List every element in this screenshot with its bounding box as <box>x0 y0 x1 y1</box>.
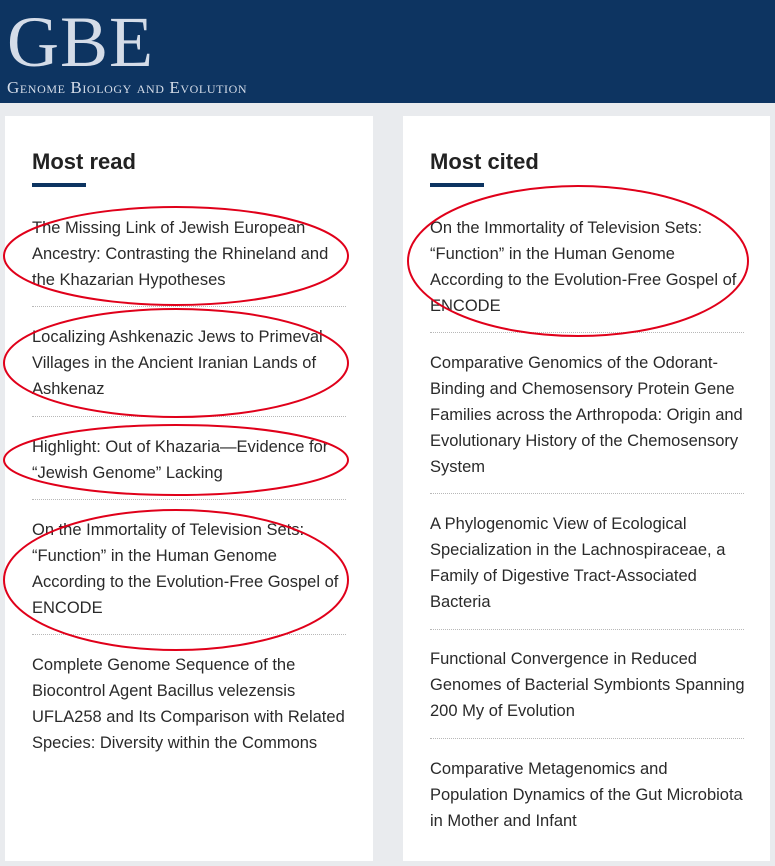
most-read-article-4[interactable]: On the Immortality of Television Sets: “Function” in the Human Genome According to the Evolution-Free Gospel of ENCODE <box>32 521 339 617</box>
most-read-article-2[interactable]: Localizing Ashkenazic Jews to Primeval Villages in the Ancient Iranian Lands of Ashkenaz <box>32 328 323 398</box>
heading-underline <box>32 183 86 187</box>
most-cited-article-2[interactable]: Comparative Genomics of the Odorant-Binding and Chemosensory Protein Gene Families across the Arthropoda: Origin and Evolutionary History of the Chemosensory System <box>430 354 743 476</box>
most-cited-panel <box>403 116 770 861</box>
most-read-article-3[interactable]: Highlight: Out of Khazaria—Evidence for “Jewish Genome” Lacking <box>32 438 329 482</box>
divider <box>32 499 346 500</box>
most-cited-article-4[interactable]: Functional Convergence in Reduced Genomes of Bacterial Symbionts Spanning 200 My of Evolution <box>430 650 745 720</box>
most-read-article-5[interactable]: Complete Genome Sequence of the Biocontrol Agent Bacillus velezensis UFLA258 and Its Comparison with Related Species: Diversity within the Commons <box>32 656 345 752</box>
divider <box>430 629 744 630</box>
divider <box>430 332 744 333</box>
most-read-article-1[interactable]: The Missing Link of Jewish European Ancestry: Contrasting the Rhineland and the Khazarian Hypotheses <box>32 219 329 289</box>
most-cited-heading: Most cited <box>430 149 539 174</box>
most-read-heading: Most read <box>32 149 136 174</box>
most-cited-article-3[interactable]: A Phylogenomic View of Ecological Specialization in the Lachnospiraceae, a Family of Digestive Tract-Associated Bacteria <box>430 515 726 611</box>
most-cited-article-1[interactable]: On the Immortality of Television Sets: “Function” in the Human Genome According to the Evolution-Free Gospel of ENCODE <box>430 219 737 315</box>
journal-header <box>0 0 775 103</box>
journal-logo[interactable]: GBE <box>7 2 154 82</box>
divider <box>430 738 744 739</box>
divider <box>32 634 346 635</box>
heading-underline <box>430 183 484 187</box>
most-cited-article-5[interactable]: Comparative Metagenomics and Population Dynamics of the Gut Microbiota in Mother and Infant <box>430 760 743 830</box>
journal-name: Genome Biology and Evolution <box>7 78 248 97</box>
divider <box>32 416 346 417</box>
divider <box>430 493 744 494</box>
most-read-panel <box>5 116 373 861</box>
divider <box>32 306 346 307</box>
